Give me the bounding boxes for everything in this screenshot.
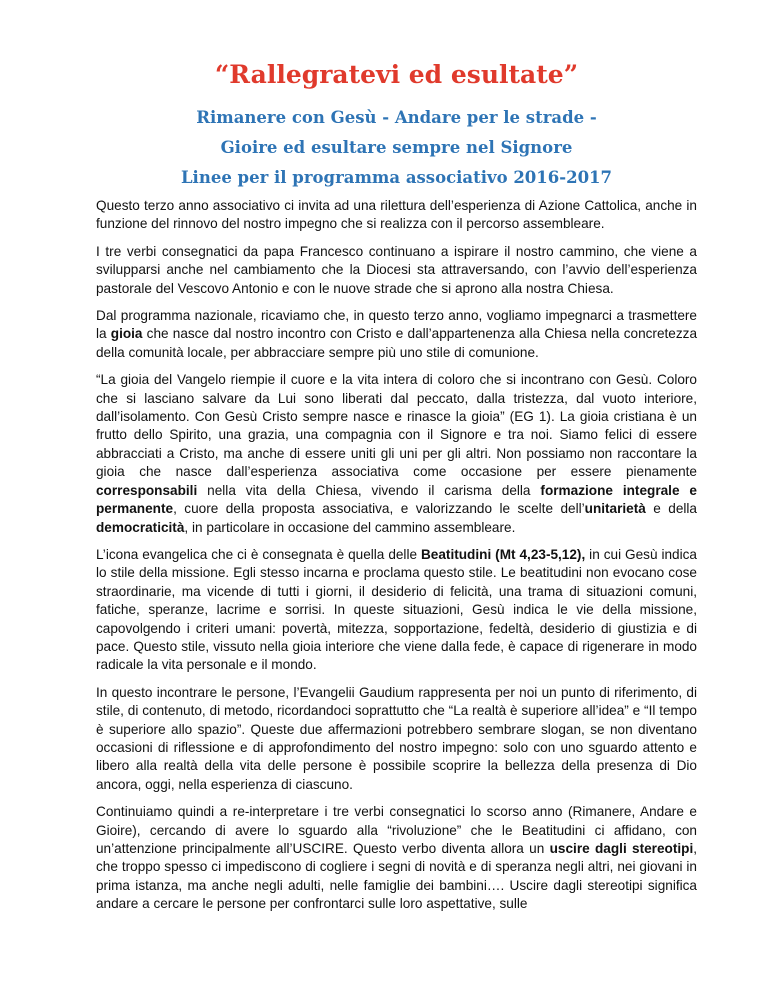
bold-text: corresponsabili — [96, 482, 198, 498]
text-run: , che troppo spesso ci impediscono di cogliere i segni di novità e di speranza negli altri, nei giovani in prima istanza, ma anche negli adulti, nelle famiglie dei bambini…. Uscire dagli stereotipi significa andare a cercare le persone per confrontarci sulle loro aspettative, sulle — [96, 841, 697, 912]
text-run: in cui Gesù indica lo stile della missione. Egli stesso incarna e proclama questo stile. Le beatitudini non evocano cose straordinarie, ma vicende di tutti i giorni, il desiderio di felicità, una trama di situazioni comuni, fatiche, speranze, lacrime e sorrisi. In queste situazioni, Gesù indica le vie della missione, capovolgendo i criteri umani: povertà, mitezza, sopportazione, fedeltà, desiderio di giustizia e di pace. Questo stile, vissuto nella gioia interiore che viene dalla fede, è capace di rigenerare in modo radicale la vita personale e il mondo. — [96, 546, 697, 673]
bold-text: Beatitudini (Mt 4,23-5,12), — [420, 546, 586, 562]
subtitle-line-1: Rimanere con Gesù - Andare per le strade - — [196, 108, 597, 127]
paragraph — [96, 243, 697, 298]
text-run: , in particolare in occasione del cammino assembleare. — [184, 519, 516, 535]
text-run: e della — [645, 501, 697, 517]
text-run: che nasce dal nostro incontro con Cristo e dall’appartenenza alla Chiesa nella concretezza della comunità locale, per abbracciare sempre più uno stile di comunione. — [96, 326, 698, 360]
text-run: In questo incontrare le persone, l’Evangelii Gaudium rappresenta per noi un punto di riferimento, di stile, di contenuto, di metodo, ricordandoci soprattutto che “La realtà è superiore all’idea” e “Il tempo è superiore allo spazio”. Queste due affermazioni potrebbero sembrare slogan, se non diventano occasioni di riflessione e di approfondimento del nostro impegno: solo con uno sguardo attento e libero alla realtà della vita delle persone è possibile scoprire la bellezza della presenza di Dio ancora, oggi, nella esperienza di ciascuno. — [96, 684, 697, 792]
text-run: nella vita della Chiesa, vivendo il carisma della — [197, 482, 541, 498]
bold-text: gioia — [110, 326, 143, 342]
bold-text: uscire dagli stereotipi — [549, 841, 694, 856]
paragraph — [96, 803, 697, 913]
text-run: Continuiamo quindi a re-interpretare i tre verbi consegnatici lo scorso anno (Rimanere, Andare e Gioire), cercando di avere lo sguardo alla “rivoluzione” che le Beatitudini ci affidano, con un’attenzione principalmente all’USCIRE. Questo verbo diventa allora un — [96, 804, 697, 856]
text-run: Questo terzo anno associativo ci invita ad una rilettura dell’esperienza di Azione Cattolica, anche in funzione del rinnovo del nostro impegno che si realizza con il percorso assembleare. — [96, 198, 697, 232]
subtitle-line-3: Linee per il programma associativo 2016-2017 — [180, 168, 613, 187]
bold-text: democraticità — [96, 519, 185, 535]
text-run: I tre verbi consegnatici da papa Francesco continuano a ispirare il nostro cammino, che viene a svilupparsi anche nel cambiamento che la Diocesi sta attraversando, con l’avvio dell’esperienza pastorale del Vescovo Antonio e con le nuove strade che si aprono alla nostra Chiesa. — [96, 243, 697, 296]
paragraph — [96, 307, 697, 362]
text-run: “La gioia del Vangelo riempie il cuore e la vita intera di coloro che si incontrano con Gesù. Coloro che si lasciano salvare da Lui sono liberati dal peccato, dalla tristezza, dal vuoto interiore, dall’isolamento. Con Gesù Cristo sempre nasce e rinasce la gioia” (EG 1). La gioia cristiana è un frutto dello Spirito, una grazia, una compagnia con il Signore e tra noi. Siamo felici di essere abbracciati a Cristo, ma anche di essere uniti gli uni per gli altri. Non possiamo non raccontare la gioia che nasce dall’esperienza associativa come occasione per essere pienamente — [96, 372, 697, 480]
text-run: Dal programma nazionale, ricaviamo che, in questo terzo anno, vogliamo impegnarci a trasmettere la — [96, 308, 697, 342]
bold-text: formazione integrale e permanente — [96, 482, 697, 517]
paragraph — [96, 371, 697, 537]
subtitle-line-2: Gioire ed esultare sempre nel Signore — [220, 138, 573, 157]
text-run: , cuore della proposta associativa, e valorizzando le scelte dell’ — [173, 501, 585, 517]
text-run: L’icona evangelica che ci è consegnata è quella delle — [96, 546, 421, 562]
paragraph — [96, 684, 697, 794]
document-body — [96, 197, 697, 914]
document-title: “Rallegratevi ed esultate” — [214, 60, 579, 89]
paragraph — [96, 197, 697, 234]
paragraph — [96, 546, 697, 675]
bold-text: unitarietà — [584, 501, 646, 517]
